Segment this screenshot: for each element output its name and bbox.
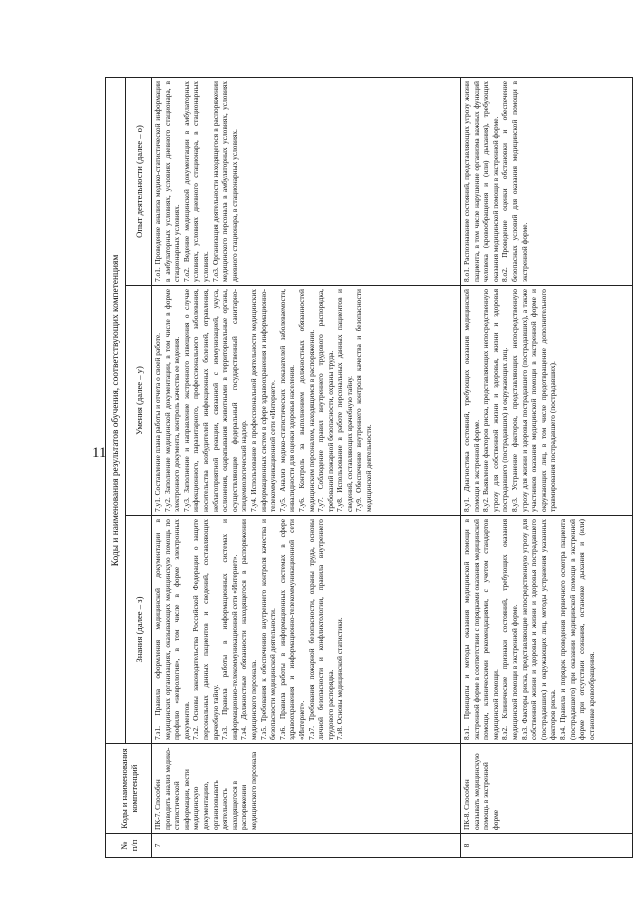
skill-item: 8.у3. Устранение факторов, представляющих непосредственную угрозу для жизни и здоровья пострадавшего (пострадавших), а также участников оказания медицинской помощи в экстренной форме и окружающих лиц, в том числе предотвращение дополнительного травмирования пострадавшего (пострадавших). <box>509 289 558 512</box>
experience-item: 7.о2. Ведение медицинской документации в амбулаторных условиях, условиях дневного стационара, в стационарных условиях. <box>181 81 210 282</box>
skill-item: 7.у5. Анализ медико-статистических показателей заболеваемости, инвалидности для оценки здоровья населения. <box>277 289 297 512</box>
experience-item: 7.о1. Проведение анализа медико-статистической информации в амбулаторных условиях, условиях дневного стационара, в стационарных условиях. <box>153 81 182 282</box>
header-skills: Умения (далее – у) <box>126 286 152 516</box>
header-learning-outcomes-group: Коды и наименования результатов обучения, соответствующих компетенциям <box>106 78 126 744</box>
row-number: 7 <box>152 834 461 858</box>
table-row <box>461 78 633 858</box>
competence-description: ПК-7. Способен проводить анализ медико-статистической информации, вести медицинскую документацию, организовывать деятельность находящегося в распоряжении медицинского персонала <box>152 744 461 834</box>
skill-item: 7.у8. Использование в работе персональных данных пациентов и сведений, составляющих врачебную тайну. <box>335 289 354 512</box>
skills-cell <box>461 286 633 516</box>
experience-cell <box>152 78 461 286</box>
skill-item: 8.у2. Выявление факторов риска, представляющих непосредственную угрозу для собственной жизни и здоровья, жизни и здоровья пострадавшего (пострадавших) и окружающих лиц. <box>481 289 510 512</box>
row-number: 8 <box>461 834 633 858</box>
skills-cell <box>152 286 461 516</box>
experience-item: 7.о3. Организация деятельности находящегося в распоряжении медицинского персонала в амбулаторных условиях, условиях дневного стационара, в стационарных условиях. <box>210 81 239 282</box>
knowledge-item: 7.з3. Правила работы в информационных системах и информационно-телекоммуникационной сети «Интернет». <box>220 519 239 740</box>
knowledge-item: 8.з4. Правила и порядок проведения первичного осмотра пациента (пострадавшего) при оказании медицинской помощи в экстренной форме при отсутствии сознания, остановке дыхания и (или) остановке кровообращения. <box>557 519 596 740</box>
knowledge-item: 7.з1. Правила оформления медицинской документации в медицинских организациях, оказывающих медицинскую помощь по профилю «неврология», в том числе в форме электронных документов. <box>153 519 191 740</box>
skill-item: 7.у6. Контроль за выполнением должностных обязанностей медицинским персоналом, находящимся в распоряжении. <box>296 289 316 512</box>
skill-item: 7.у2. Заполнение медицинской документации, в том числе в форме электронного документа, контроль качества ее ведения. <box>162 289 182 512</box>
header-number: № п/п <box>106 834 152 858</box>
skill-item: 7.у7. Соблюдение правил внутреннего трудового распорядка, требований пожарной безопасности, охраны труда. <box>316 289 335 512</box>
knowledge-item: 7.з4. Должностные обязанности находящегося в распоряжении медицинского персонала. <box>239 519 258 740</box>
knowledge-cell <box>461 516 633 744</box>
knowledge-item: 7.з6. Правила работы в информационных системах в сфере здравоохранения и информационно-телекоммуникационной сети «Интернет». <box>277 519 306 740</box>
skill-item: 8.у1. Диагностика состояний, требующих оказания медицинской помощи в экстренной форме. <box>462 289 481 512</box>
experience-item: 8.о1. Распознавание состояний, представляющих угрозу жизни пациента, в том числе нарушение организма важных функций человека (кровообращения и (или) дыхания), требующих оказания медицинской помощи в экстренной форме. <box>462 81 500 282</box>
experience-cell <box>461 78 633 286</box>
knowledge-item: 7.з8. Основы медицинской статистики. <box>335 617 345 740</box>
knowledge-item: 7.з2. Основы законодательства Российской Федерации о защите персональных данных пациентов и сведений, составляющих врачебную тайну. <box>191 519 220 740</box>
skill-item: 7.у1. Составление плана работы и отчета о своей работе. <box>153 333 162 512</box>
knowledge-item: 8.з2. Клинические признаки состояний, требующих оказания медицинской помощи в экстренной форме. <box>500 519 519 740</box>
knowledge-item: 7.з7. Требования пожарной безопасности, охраны труда, основы личной безопасности и конфликтологии, правила внутреннего трудового распорядка. <box>306 519 335 740</box>
knowledge-item: 8.з3. Факторы риска, представляющие непосредственную угрозу для собственной жизни и здоровья и жизни и здоровья пострадавшего (пострадавших) и окружающих лиц, методы устранения указанных факторов риска. <box>519 519 558 740</box>
skill-item: 7.у4. Использование в профессиональной деятельности медицинских информационных систем в сфере здравоохранения и информационно-телекоммуникационной сети «Интернет». <box>248 289 278 512</box>
competence-description: ПК-8. Способен оказывать медицинскую помощь в экстренной форме <box>461 744 633 834</box>
skill-item: 7.у3. Заполнение и направление экстренного извещения о случае инфекционного, паразитарного, профессионального заболевания, носительства возбудителей инфекционных болезней, отравления, неблагоприятной реакции, связанной с иммунизацией, укуса, ослюнения, оцарапывания животными в территориальные органы, осуществляющие федеральный государственный санитарно-эпидемиологический надзор. <box>181 289 249 512</box>
knowledge-cell <box>152 516 461 744</box>
header-experience: Опыт деятельности (далее – о) <box>126 78 152 286</box>
knowledge-item: 8.з1. Принципы и методы оказания медицинской помощи в экстренной форме в соответствии с порядками оказания медицинской помощи, клиническими рекомендациями, с учетом стандартов медицинской помощи. <box>462 519 500 740</box>
page-number: 11 <box>92 445 107 461</box>
competence-table <box>105 77 633 858</box>
table-row <box>152 78 461 858</box>
skill-item: 7.у9. Обеспечение внутреннего контроля качества и безопасности медицинской деятельности. <box>354 289 374 512</box>
header-knowledge: Знания (далее – з) <box>126 516 152 744</box>
rotated-table-wrapper <box>105 78 633 858</box>
experience-item: 8.о2. Проведение оценки обстановки и обеспечение безопасных условий для оказания медицинской помощи в экстренной форме. <box>500 81 529 282</box>
knowledge-item: 7.з5. Требования к обеспечению внутреннего контроля качества и безопасности медицинской деятельности. <box>258 519 278 740</box>
header-competence-codes: Коды и наименования компетенций <box>106 744 152 834</box>
